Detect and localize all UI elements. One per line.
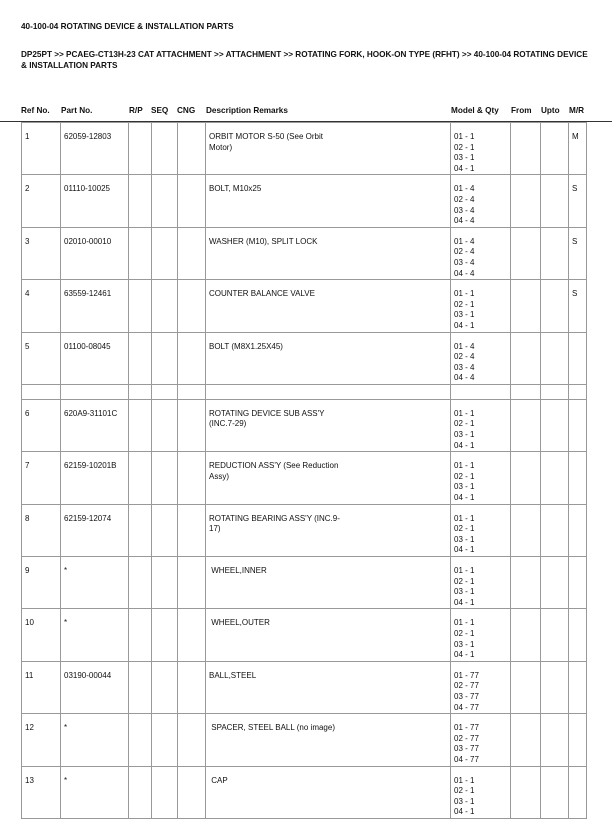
part-no-cell: 63559-12461 — [61, 280, 129, 332]
upto-cell — [541, 123, 569, 175]
part-no-cell: 01110-10025 — [61, 175, 129, 227]
rp-cell — [129, 609, 152, 661]
from-cell — [511, 766, 541, 818]
mr-cell — [569, 557, 587, 609]
model-qty-line: 02 - 1 — [454, 524, 475, 534]
model-qty-line: 03 - 1 — [454, 482, 475, 492]
model-qty-line: 03 - 1 — [454, 796, 475, 806]
seq-cell — [152, 399, 178, 451]
model-qty-cell — [451, 766, 511, 818]
model-qty-line: 04 - 4 — [454, 268, 475, 278]
part-no-cell: * — [61, 557, 129, 609]
table-row — [22, 280, 587, 332]
model-qty-line: 02 - 1 — [454, 786, 475, 796]
model-qty-line: 04 - 1 — [454, 650, 475, 660]
ref-cell: 1 — [22, 123, 61, 175]
rp-cell — [129, 384, 152, 399]
seq-cell — [152, 504, 178, 556]
cng-cell — [178, 661, 206, 713]
table-header — [0, 104, 612, 122]
part-no-cell: 620A9-31101C — [61, 399, 129, 451]
cng-cell — [178, 452, 206, 504]
model-qty-line: 01 - 1 — [454, 408, 475, 418]
model-qty-line: 02 - 1 — [454, 419, 475, 429]
part-no-cell: 01100-08045 — [61, 332, 129, 384]
part-no-cell: * — [61, 714, 129, 766]
col-ref: Ref No. — [21, 106, 50, 115]
model-qty-line: 04 - 1 — [454, 440, 475, 450]
col-model-qty: Model & Qty — [451, 106, 499, 115]
upto-cell — [541, 452, 569, 504]
cng-cell — [178, 280, 206, 332]
table-row — [22, 504, 587, 556]
rp-cell — [129, 123, 152, 175]
description-cell: ROTATING BEARING ASS'Y (INC.9-17) — [206, 504, 451, 556]
mr-cell — [569, 399, 587, 451]
col-upto: Upto — [541, 106, 560, 115]
model-qty-line: 01 - 1 — [454, 289, 475, 299]
ref-cell: 3 — [22, 227, 61, 279]
col-mr: M/R — [569, 106, 585, 115]
from-cell — [511, 661, 541, 713]
model-qty-line: 03 - 4 — [454, 362, 475, 372]
table-row — [22, 332, 587, 384]
cng-cell — [178, 609, 206, 661]
model-qty-line: 01 - 4 — [454, 236, 475, 246]
description-cell: CAP — [206, 766, 451, 818]
model-qty-line: 01 - 4 — [454, 184, 475, 194]
model-qty-line: 04 - 77 — [454, 754, 479, 764]
seq-cell — [152, 175, 178, 227]
from-cell — [511, 504, 541, 556]
model-qty-cell — [451, 280, 511, 332]
mr-cell: S — [569, 280, 587, 332]
table-row — [22, 227, 587, 279]
cng-cell — [178, 384, 206, 399]
model-qty-cell — [451, 452, 511, 504]
seq-cell — [152, 332, 178, 384]
model-qty-line: 04 - 1 — [454, 597, 475, 607]
model-qty-line: 01 - 1 — [454, 513, 475, 523]
rp-cell — [129, 766, 152, 818]
model-qty-line: 03 - 1 — [454, 310, 475, 320]
mr-cell — [569, 714, 587, 766]
model-qty-line: 01 - 77 — [454, 670, 479, 680]
table-row — [22, 399, 587, 451]
ref-cell: 7 — [22, 452, 61, 504]
part-no-cell: 62159-12074 — [61, 504, 129, 556]
cng-cell — [178, 227, 206, 279]
description-cell: ORBIT MOTOR S-50 (See Orbit Motor) — [206, 123, 451, 175]
seq-cell — [152, 452, 178, 504]
part-no-cell: 03190-00044 — [61, 661, 129, 713]
from-cell — [511, 332, 541, 384]
model-qty-line: 03 - 4 — [454, 205, 475, 215]
mr-cell — [569, 332, 587, 384]
description-cell: BOLT, M10x25 — [206, 175, 451, 227]
parts-table — [21, 122, 587, 819]
mr-cell — [569, 384, 587, 399]
mr-cell — [569, 661, 587, 713]
rp-cell — [129, 332, 152, 384]
from-cell — [511, 280, 541, 332]
model-qty-line: 02 - 77 — [454, 733, 479, 743]
rp-cell — [129, 714, 152, 766]
description-cell: BALL,STEEL — [206, 661, 451, 713]
ref-cell: 2 — [22, 175, 61, 227]
seq-cell — [152, 280, 178, 332]
model-qty-cell — [451, 399, 511, 451]
mr-cell — [569, 766, 587, 818]
upto-cell — [541, 175, 569, 227]
mr-cell — [569, 452, 587, 504]
model-qty-line: 01 - 1 — [454, 132, 475, 141]
rp-cell — [129, 661, 152, 713]
ref-cell — [22, 384, 61, 399]
description-cell: REDUCTION ASS'Y (See Reduction Assy) — [206, 452, 451, 504]
model-qty-line: 02 - 1 — [454, 576, 475, 586]
cng-cell — [178, 175, 206, 227]
mr-cell — [569, 504, 587, 556]
upto-cell — [541, 766, 569, 818]
breadcrumb: DP25PT >> PCAEG-CT13H-23 CAT ATTACHMENT >> ATTACHMENT >> ROTATING FORK, HOOK-ON TYPE (RFHT) >> 40-100-04 ROTATING DEVICE & INSTALLATION PARTS — [21, 50, 588, 70]
cng-cell — [178, 332, 206, 384]
ref-cell: 12 — [22, 714, 61, 766]
model-qty-cell — [451, 661, 511, 713]
from-cell — [511, 227, 541, 279]
ref-cell: 11 — [22, 661, 61, 713]
model-qty-line: 02 - 1 — [454, 628, 475, 638]
model-qty-line: 01 - 1 — [454, 775, 475, 785]
model-qty-line: 01 - 1 — [454, 618, 475, 628]
from-cell — [511, 175, 541, 227]
cng-cell — [178, 557, 206, 609]
rp-cell — [129, 175, 152, 227]
model-qty-line: 02 - 4 — [454, 352, 475, 362]
rp-cell — [129, 227, 152, 279]
seq-cell — [152, 609, 178, 661]
ref-cell: 13 — [22, 766, 61, 818]
model-qty-line: 01 - 4 — [454, 341, 475, 351]
description-cell: WHEEL,OUTER — [206, 609, 451, 661]
col-rp: R/P — [129, 106, 143, 115]
ref-cell: 10 — [22, 609, 61, 661]
model-qty-cell — [451, 557, 511, 609]
model-qty-line: 03 - 1 — [454, 430, 475, 440]
model-qty-line: 03 - 77 — [454, 744, 479, 754]
table-row — [22, 609, 587, 661]
table-row — [22, 766, 587, 818]
table-row — [22, 557, 587, 609]
part-no-cell: * — [61, 609, 129, 661]
model-qty-line: 02 - 1 — [454, 299, 475, 309]
description-cell — [206, 384, 451, 399]
description-cell: COUNTER BALANCE VALVE — [206, 280, 451, 332]
col-seq: SEQ — [151, 106, 169, 115]
from-cell — [511, 123, 541, 175]
seq-cell — [152, 227, 178, 279]
upto-cell — [541, 227, 569, 279]
model-qty-line: 03 - 1 — [454, 587, 475, 597]
blank-row — [22, 384, 587, 399]
description-cell: WASHER (M10), SPLIT LOCK — [206, 227, 451, 279]
part-no-cell: 02010-00010 — [61, 227, 129, 279]
model-qty-line: 04 - 1 — [454, 320, 475, 330]
col-part: Part No. — [61, 106, 93, 115]
col-from: From — [511, 106, 532, 115]
model-qty-line: 04 - 1 — [454, 545, 475, 555]
seq-cell — [152, 714, 178, 766]
cng-cell — [178, 714, 206, 766]
upto-cell — [541, 332, 569, 384]
description-cell: SPACER, STEEL BALL (no image) — [206, 714, 451, 766]
model-qty-line: 04 - 1 — [454, 163, 475, 173]
model-qty-line: 03 - 1 — [454, 534, 475, 544]
description-cell: WHEEL,INNER — [206, 557, 451, 609]
mr-cell: M — [569, 123, 587, 175]
table-row — [22, 123, 587, 175]
model-qty-line: 03 - 4 — [454, 257, 475, 267]
seq-cell — [152, 661, 178, 713]
model-qty-line: 02 - 1 — [454, 142, 475, 152]
model-qty-line: 03 - 1 — [454, 639, 475, 649]
upto-cell — [541, 384, 569, 399]
seq-cell — [152, 557, 178, 609]
ref-cell: 4 — [22, 280, 61, 332]
model-qty-line: 04 - 4 — [454, 216, 475, 226]
model-qty-line: 01 - 1 — [454, 566, 475, 575]
upto-cell — [541, 609, 569, 661]
rp-cell — [129, 452, 152, 504]
model-qty-line: 03 - 1 — [454, 153, 475, 163]
cng-cell — [178, 123, 206, 175]
seq-cell — [152, 766, 178, 818]
part-no-cell — [61, 384, 129, 399]
model-qty-line: 04 - 4 — [454, 373, 475, 383]
model-qty-cell — [451, 175, 511, 227]
model-qty-cell — [451, 227, 511, 279]
upto-cell — [541, 280, 569, 332]
cng-cell — [178, 766, 206, 818]
page-title: 40-100-04 ROTATING DEVICE & INSTALLATION PARTS — [21, 22, 234, 31]
cng-cell — [178, 504, 206, 556]
model-qty-line: 04 - 1 — [454, 807, 475, 817]
seq-cell — [152, 384, 178, 399]
model-qty-cell — [451, 504, 511, 556]
table-row — [22, 714, 587, 766]
model-qty-cell — [451, 332, 511, 384]
model-qty-cell — [451, 123, 511, 175]
table-row — [22, 452, 587, 504]
upto-cell — [541, 399, 569, 451]
model-qty-cell — [451, 714, 511, 766]
col-cng: CNG — [177, 106, 196, 115]
model-qty-line: 03 - 77 — [454, 691, 479, 701]
seq-cell — [152, 123, 178, 175]
rp-cell — [129, 280, 152, 332]
model-qty-line: 04 - 77 — [454, 702, 479, 712]
part-no-cell: 62159-10201B — [61, 452, 129, 504]
upto-cell — [541, 714, 569, 766]
model-qty-line: 01 - 77 — [454, 723, 479, 733]
from-cell — [511, 384, 541, 399]
mr-cell: S — [569, 175, 587, 227]
table-row — [22, 661, 587, 713]
rp-cell — [129, 557, 152, 609]
model-qty-line: 02 - 1 — [454, 471, 475, 481]
cng-cell — [178, 399, 206, 451]
upto-cell — [541, 504, 569, 556]
mr-cell: S — [569, 227, 587, 279]
rp-cell — [129, 399, 152, 451]
model-qty-line: 04 - 1 — [454, 493, 475, 503]
model-qty-line: 02 - 4 — [454, 194, 475, 204]
model-qty-line: 01 - 1 — [454, 461, 475, 471]
from-cell — [511, 714, 541, 766]
part-no-cell: * — [61, 766, 129, 818]
ref-cell: 8 — [22, 504, 61, 556]
from-cell — [511, 609, 541, 661]
rp-cell — [129, 504, 152, 556]
ref-cell: 9 — [22, 557, 61, 609]
description-cell: BOLT (M8X1.25X45) — [206, 332, 451, 384]
ref-cell: 6 — [22, 399, 61, 451]
model-qty-line: 02 - 4 — [454, 247, 475, 257]
mr-cell — [569, 609, 587, 661]
upto-cell — [541, 661, 569, 713]
model-qty-cell — [451, 609, 511, 661]
model-qty-line: 02 - 77 — [454, 681, 479, 691]
description-cell: ROTATING DEVICE SUB ASS'Y (INC.7-29) — [206, 399, 451, 451]
from-cell — [511, 399, 541, 451]
from-cell — [511, 557, 541, 609]
from-cell — [511, 452, 541, 504]
table-row — [22, 175, 587, 227]
ref-cell: 5 — [22, 332, 61, 384]
col-desc: Description Remarks — [206, 106, 288, 115]
upto-cell — [541, 557, 569, 609]
model-qty-cell — [451, 384, 511, 399]
part-no-cell: 62059-12803 — [61, 123, 129, 175]
